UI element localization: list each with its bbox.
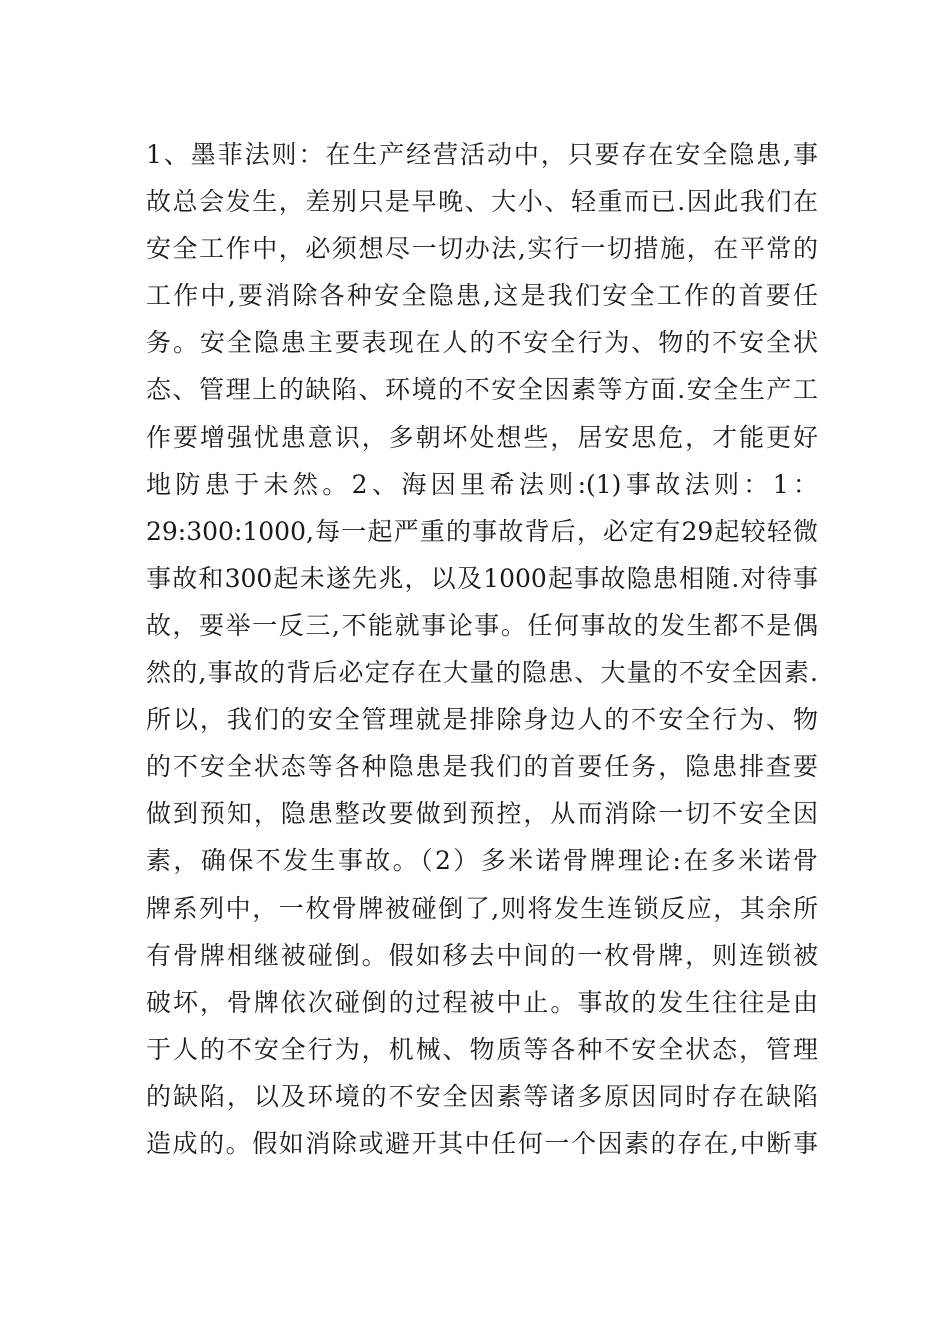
text-line: 故，要举一反三,不能就事论事。任何事故的发生都不是偶 (146, 610, 818, 640)
text-line: 安全工作中，必须想尽一切办法,实行一切措施，在平常的 (146, 234, 818, 264)
text-line: 做到预知，隐患整改要做到预控，从而消除一切不安全因 (146, 799, 818, 829)
text-line: 牌系列中，一枚骨牌被碰倒了,则将发生连锁反应，其余所 (146, 893, 818, 923)
text-line: 然的,事故的背后必定存在大量的隐患、大量的不安全因素. (146, 658, 818, 688)
text-line: 29:300:1000,每一起严重的事故背后，必定有29起较轻微 (146, 516, 818, 546)
text-line: 破坏，骨牌依次碰倒的过程被中止。事故的发生往往是由 (146, 987, 818, 1017)
body-text (146, 131, 818, 1167)
text-line: 作要增强忧患意识，多朝坏处想些，居安思危，才能更好 (146, 422, 818, 452)
text-line: 造成的。假如消除或避开其中任何一个因素的存在,中断事 (146, 1128, 818, 1158)
text-line: 的缺陷，以及环境的不安全因素等诸多原因同时存在缺陷 (146, 1081, 818, 1111)
text-line: 事故和300起未遂先兆，以及1000起事故隐患相随.对待事 (146, 563, 818, 593)
text-line: 素，确保不发生事故。（2）多米诺骨牌理论:在多米诺骨 (146, 846, 818, 876)
text-line: 地防患于未然。2、海因里希法则:(1)事故法则：1： (146, 469, 818, 499)
text-line: 态、管理上的缺陷、环境的不安全因素等方面.安全生产工 (146, 375, 818, 405)
text-line: 工作中,要消除各种安全隐患,这是我们安全工作的首要任 (146, 281, 818, 311)
text-line: 1、墨菲法则：在生产经营活动中，只要存在安全隐患,事 (146, 140, 818, 169)
text-line: 故总会发生，差别只是早晚、大小、轻重而已.因此我们在 (146, 187, 818, 217)
text-line: 所以，我们的安全管理就是排除身边人的不安全行为、物 (146, 705, 818, 735)
text-line: 于人的不安全行为，机械、物质等各种不安全状态，管理 (146, 1034, 818, 1064)
text-line: 的不安全状态等各种隐患是我们的首要任务，隐患排查要 (146, 752, 818, 782)
text-line: 务。安全隐患主要表现在人的不安全行为、物的不安全状 (146, 328, 818, 358)
text-line: 有骨牌相继被碰倒。假如移去中间的一枚骨牌，则连锁被 (146, 940, 818, 970)
